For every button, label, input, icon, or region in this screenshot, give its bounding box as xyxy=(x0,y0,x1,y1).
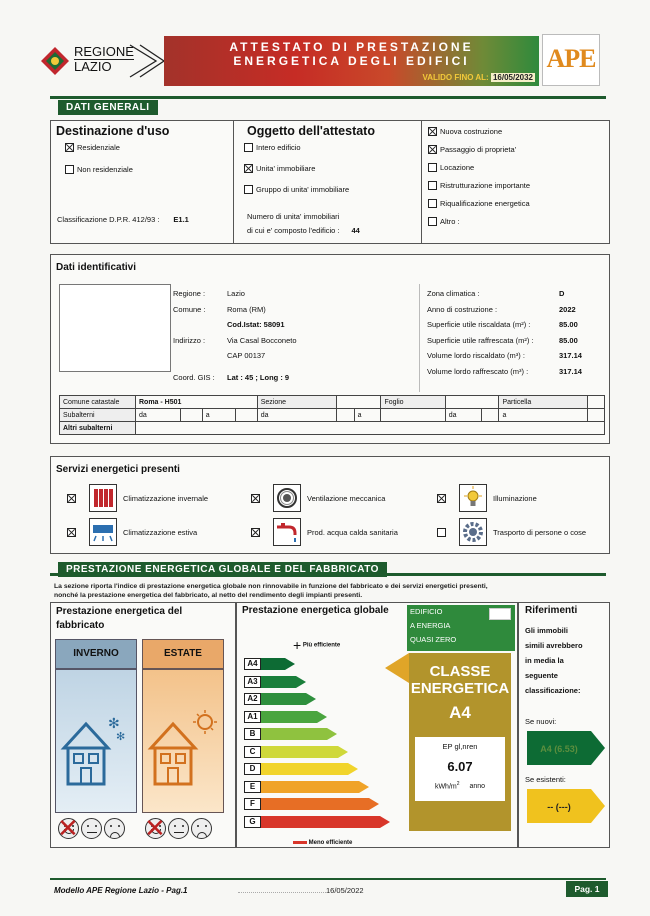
energy-class-tip xyxy=(285,658,295,670)
motivo-ristrutturazione[interactable]: Ristrutturazione importante xyxy=(428,181,530,190)
energy-class-label: G xyxy=(244,816,261,828)
checkbox-icon[interactable] xyxy=(251,494,260,503)
oggetto-option-gruppo[interactable]: Gruppo di unita' immobiliare xyxy=(244,185,349,194)
nuovi-value: A4 (6.53) xyxy=(540,744,578,754)
building-photo-placeholder xyxy=(59,284,171,372)
energy-class-scale xyxy=(237,603,407,849)
energy-class-label: B xyxy=(244,728,261,740)
energy-class-label: E xyxy=(244,781,261,793)
estate-rating xyxy=(145,818,214,841)
motivazione-list xyxy=(428,127,530,226)
footer-page: Pag. 1 xyxy=(566,881,608,897)
numero-unita: Numero di unita' immobiliari di cui e' composto l'edificio : 44 xyxy=(247,212,360,235)
energy-class-bar xyxy=(261,728,327,740)
energy-class-label: F xyxy=(244,798,261,810)
ape-logo-text: APE xyxy=(546,44,596,73)
energy-class-bar xyxy=(261,658,285,670)
header-rule xyxy=(50,96,606,99)
checkbox-icon[interactable] xyxy=(428,181,437,190)
faucet-icon xyxy=(273,518,301,546)
checkbox-icon[interactable] xyxy=(67,528,76,537)
identificativi-box xyxy=(50,254,610,444)
header-title-line1: ATTESTATO DI PRESTAZIONE xyxy=(229,40,474,54)
energy-class-tip xyxy=(306,693,316,705)
region-line1: REGIONE xyxy=(74,44,134,59)
oggetto-option-unita[interactable]: Unita' immobiliare xyxy=(244,164,349,173)
checkbox-icon[interactable] xyxy=(244,164,253,173)
header-title-line2: ENERGETICA DEGLI EDIFICI xyxy=(233,54,470,68)
motivo-altro[interactable]: Altro : xyxy=(428,217,530,226)
energy-class-bar xyxy=(261,711,317,723)
motivo-locazione[interactable]: Locazione xyxy=(428,163,530,172)
energy-class-label: C xyxy=(244,746,261,758)
svg-text:✻: ✻ xyxy=(116,731,126,743)
identificativi-title: Dati identificativi xyxy=(56,262,137,273)
motivo-riqualificazione[interactable]: Riqualificazione energetica xyxy=(428,199,530,208)
inverno-panel xyxy=(55,669,137,813)
plus-icon: + xyxy=(293,637,302,653)
checkbox-icon[interactable] xyxy=(67,494,76,503)
valid-label: VALIDO FINO AL: xyxy=(422,73,489,82)
globale-title: Prestazione energetica globale xyxy=(242,605,389,616)
energy-class-tip xyxy=(317,711,327,723)
face-sad-icon xyxy=(104,818,125,839)
nzeb-checkbox[interactable] xyxy=(489,608,511,620)
inverno-header: INVERNO xyxy=(55,639,137,669)
dati-generali-title: DATI GENERALI xyxy=(58,100,158,115)
servizio-illuminazione: Illuminazione xyxy=(437,484,537,512)
servizi-title: Servizi energetici presenti xyxy=(56,464,180,475)
divider xyxy=(419,284,420,392)
riferimenti-box xyxy=(518,602,610,848)
region-name xyxy=(74,45,134,74)
dati-generali-box xyxy=(50,120,610,244)
fabbricato-title: Prestazione energetica del fabbricato xyxy=(56,606,183,631)
energy-class-tip xyxy=(338,746,348,758)
esistenti-arrow xyxy=(527,789,605,823)
svg-text:✻: ✻ xyxy=(108,715,120,731)
divider xyxy=(421,121,422,243)
header-chevron-icon xyxy=(128,43,166,79)
motivo-passaggio[interactable]: Passaggio di proprieta' xyxy=(428,145,530,154)
divider xyxy=(233,121,234,243)
classe-energetica-box: CLASSE ENERGETICA A4 EP gl,nren 6.07 kWh/$m^2$ anno xyxy=(409,653,511,831)
energy-class-bar xyxy=(261,798,369,810)
table-row: Altri subalterni xyxy=(60,422,605,435)
region-line2: LAZIO xyxy=(74,59,112,74)
inverno-rating xyxy=(58,818,127,841)
identificativi-right: Zona climatica : D Anno di costruzione : 2022 Superficie utile riscaldata (m²) : 85.00 Superficie utile raffrescata (m²) : 85.00 Volume lordo riscaldato (m³) : 317.14 Volume lordo raffrescato (m³) : 317.14 xyxy=(427,289,582,376)
checkbox-icon[interactable] xyxy=(244,185,253,194)
region-emblem-icon xyxy=(40,46,70,76)
motivo-nuova-costruzione[interactable]: Nuova costruzione xyxy=(428,127,530,136)
estate-header: ESTATE xyxy=(142,639,224,669)
checkbox-icon[interactable] xyxy=(437,528,446,537)
energy-class-tip xyxy=(348,763,358,775)
nzeb-box: EDIFICIO A ENERGIA QUASI ZERO xyxy=(407,605,515,651)
radiator-icon xyxy=(89,484,117,512)
ep-value: 6.07 xyxy=(447,759,473,774)
signature-scribble xyxy=(238,888,326,893)
estate-panel xyxy=(142,669,224,813)
dest-option-residenziale[interactable]: Residenziale xyxy=(65,143,133,152)
checkbox-icon[interactable] xyxy=(428,199,437,208)
checkbox-icon[interactable] xyxy=(437,494,446,503)
checkbox-icon[interactable] xyxy=(428,217,437,226)
identificativi-left: Regione : Lazio Comune : Roma (RM) Cod.Istat: 58091 Indirizzo : Via Casal Bocconeto CAP 00137 Coord. GIS : Lat : 45 ; Long : 9 xyxy=(173,289,297,382)
riferimenti-text: Gli immobili simili avrebbero in media la seguente classificazione: xyxy=(525,626,583,695)
piu-efficiente: + Più efficiente xyxy=(293,637,341,653)
energy-class-tip xyxy=(380,816,390,828)
servizio-acqua-calda: Prod. acqua calda sanitaria xyxy=(251,518,398,546)
nuovi-arrow xyxy=(527,731,605,765)
classe-value: A4 xyxy=(449,703,471,722)
energy-class-tip xyxy=(369,798,379,810)
meno-efficiente: Meno efficiente xyxy=(293,840,352,846)
globale-box xyxy=(236,602,518,848)
face-sad-icon xyxy=(191,818,212,839)
dest-option-non-residenziale[interactable]: Non residenziale xyxy=(65,165,133,174)
servizio-trasporto: Trasporto di persone o cose xyxy=(437,518,586,546)
checkbox-icon[interactable] xyxy=(65,165,74,174)
catasto-table xyxy=(59,395,605,435)
energy-class-tip xyxy=(359,781,369,793)
face-neutral-icon xyxy=(168,818,189,839)
fan-icon xyxy=(273,484,301,512)
nuovi-label: Se nuovi: xyxy=(525,717,557,726)
air-conditioner-icon xyxy=(89,518,117,546)
energy-class-label: A4 xyxy=(244,658,261,670)
riferimenti-title: Riferimenti xyxy=(525,605,578,616)
checkbox-icon[interactable] xyxy=(244,143,253,152)
energy-class-tip xyxy=(296,676,306,688)
oggetto-option-intero[interactable]: Intero edificio xyxy=(244,143,349,152)
energy-class-bar xyxy=(261,693,306,705)
servizio-clima-estiva: Climatizzazione estiva xyxy=(67,518,197,546)
energy-class-bar xyxy=(261,763,348,775)
footer-model: Modello APE Regione Lazio - Pag.1 xyxy=(54,886,188,895)
class-pointer-icon xyxy=(385,653,409,683)
energy-class-label: A2 xyxy=(244,693,261,705)
face-neutral-icon xyxy=(81,818,102,839)
ape-logo xyxy=(542,34,600,86)
footer-rule xyxy=(50,878,606,880)
oggetto-title: Oggetto dell'attestato xyxy=(247,124,375,138)
energy-class-bar xyxy=(261,676,296,688)
energy-class-label: A3 xyxy=(244,676,261,688)
gear-icon xyxy=(459,518,487,546)
esistenti-value: -- (---) xyxy=(547,802,571,812)
prestazione-title: PRESTAZIONE ENERGETICA GLOBALE E DEL FABBRICATO xyxy=(58,562,387,577)
energy-class-bar xyxy=(261,746,338,758)
checkbox-icon[interactable] xyxy=(251,528,260,537)
checkbox-icon[interactable] xyxy=(428,145,437,154)
destinazione-title: Destinazione d'uso xyxy=(56,124,170,138)
servizio-ventilazione: Ventilazione meccanica xyxy=(251,484,385,512)
face-smile-icon xyxy=(145,818,166,839)
energy-class-tip xyxy=(327,728,337,740)
house-summer-icon xyxy=(143,670,225,814)
checkbox-icon[interactable] xyxy=(428,127,437,136)
house-winter-icon xyxy=(56,670,138,814)
checkbox-icon[interactable] xyxy=(65,143,74,152)
face-smile-icon xyxy=(58,818,79,839)
servizio-clima-invernale: Climatizzazione invernale xyxy=(67,484,208,512)
energy-class-label: D xyxy=(244,763,261,775)
ep-box: EP gl,nren 6.07 kWh/$m^2$ anno xyxy=(415,737,505,801)
fabbricato-box xyxy=(50,602,236,848)
servizi-box xyxy=(50,456,610,554)
region-logo xyxy=(40,46,70,76)
energy-class-bar xyxy=(261,816,380,828)
lightbulb-icon xyxy=(459,484,487,512)
energy-class-label: A1 xyxy=(244,711,261,723)
table-row: Comune catastale Roma - H501 Sezione Foglio Particella xyxy=(60,396,605,409)
checkbox-icon[interactable] xyxy=(428,163,437,172)
header-banner xyxy=(164,36,539,86)
minus-icon xyxy=(293,841,307,844)
valid-date: 16/05/2032 xyxy=(492,73,533,82)
footer-signature xyxy=(238,886,364,895)
classificazione: Classificazione D.P.R. 412/93 : E1.1 xyxy=(57,215,189,224)
table-row: Subalterni da a da a da a xyxy=(60,409,605,422)
prestazione-intro: La sezione riporta l'indice di prestazione energetica globale non rinnovabile in funzione del fabbricato e dei servizi energetici presenti, nonché la prestazione energetica del fabbricato, al netto del rendimento degli impianti presenti. xyxy=(54,583,488,599)
footer-date: 16/05/2022 xyxy=(326,886,364,895)
energy-class-bar xyxy=(261,781,359,793)
esistenti-label: Se esistenti: xyxy=(525,775,566,784)
